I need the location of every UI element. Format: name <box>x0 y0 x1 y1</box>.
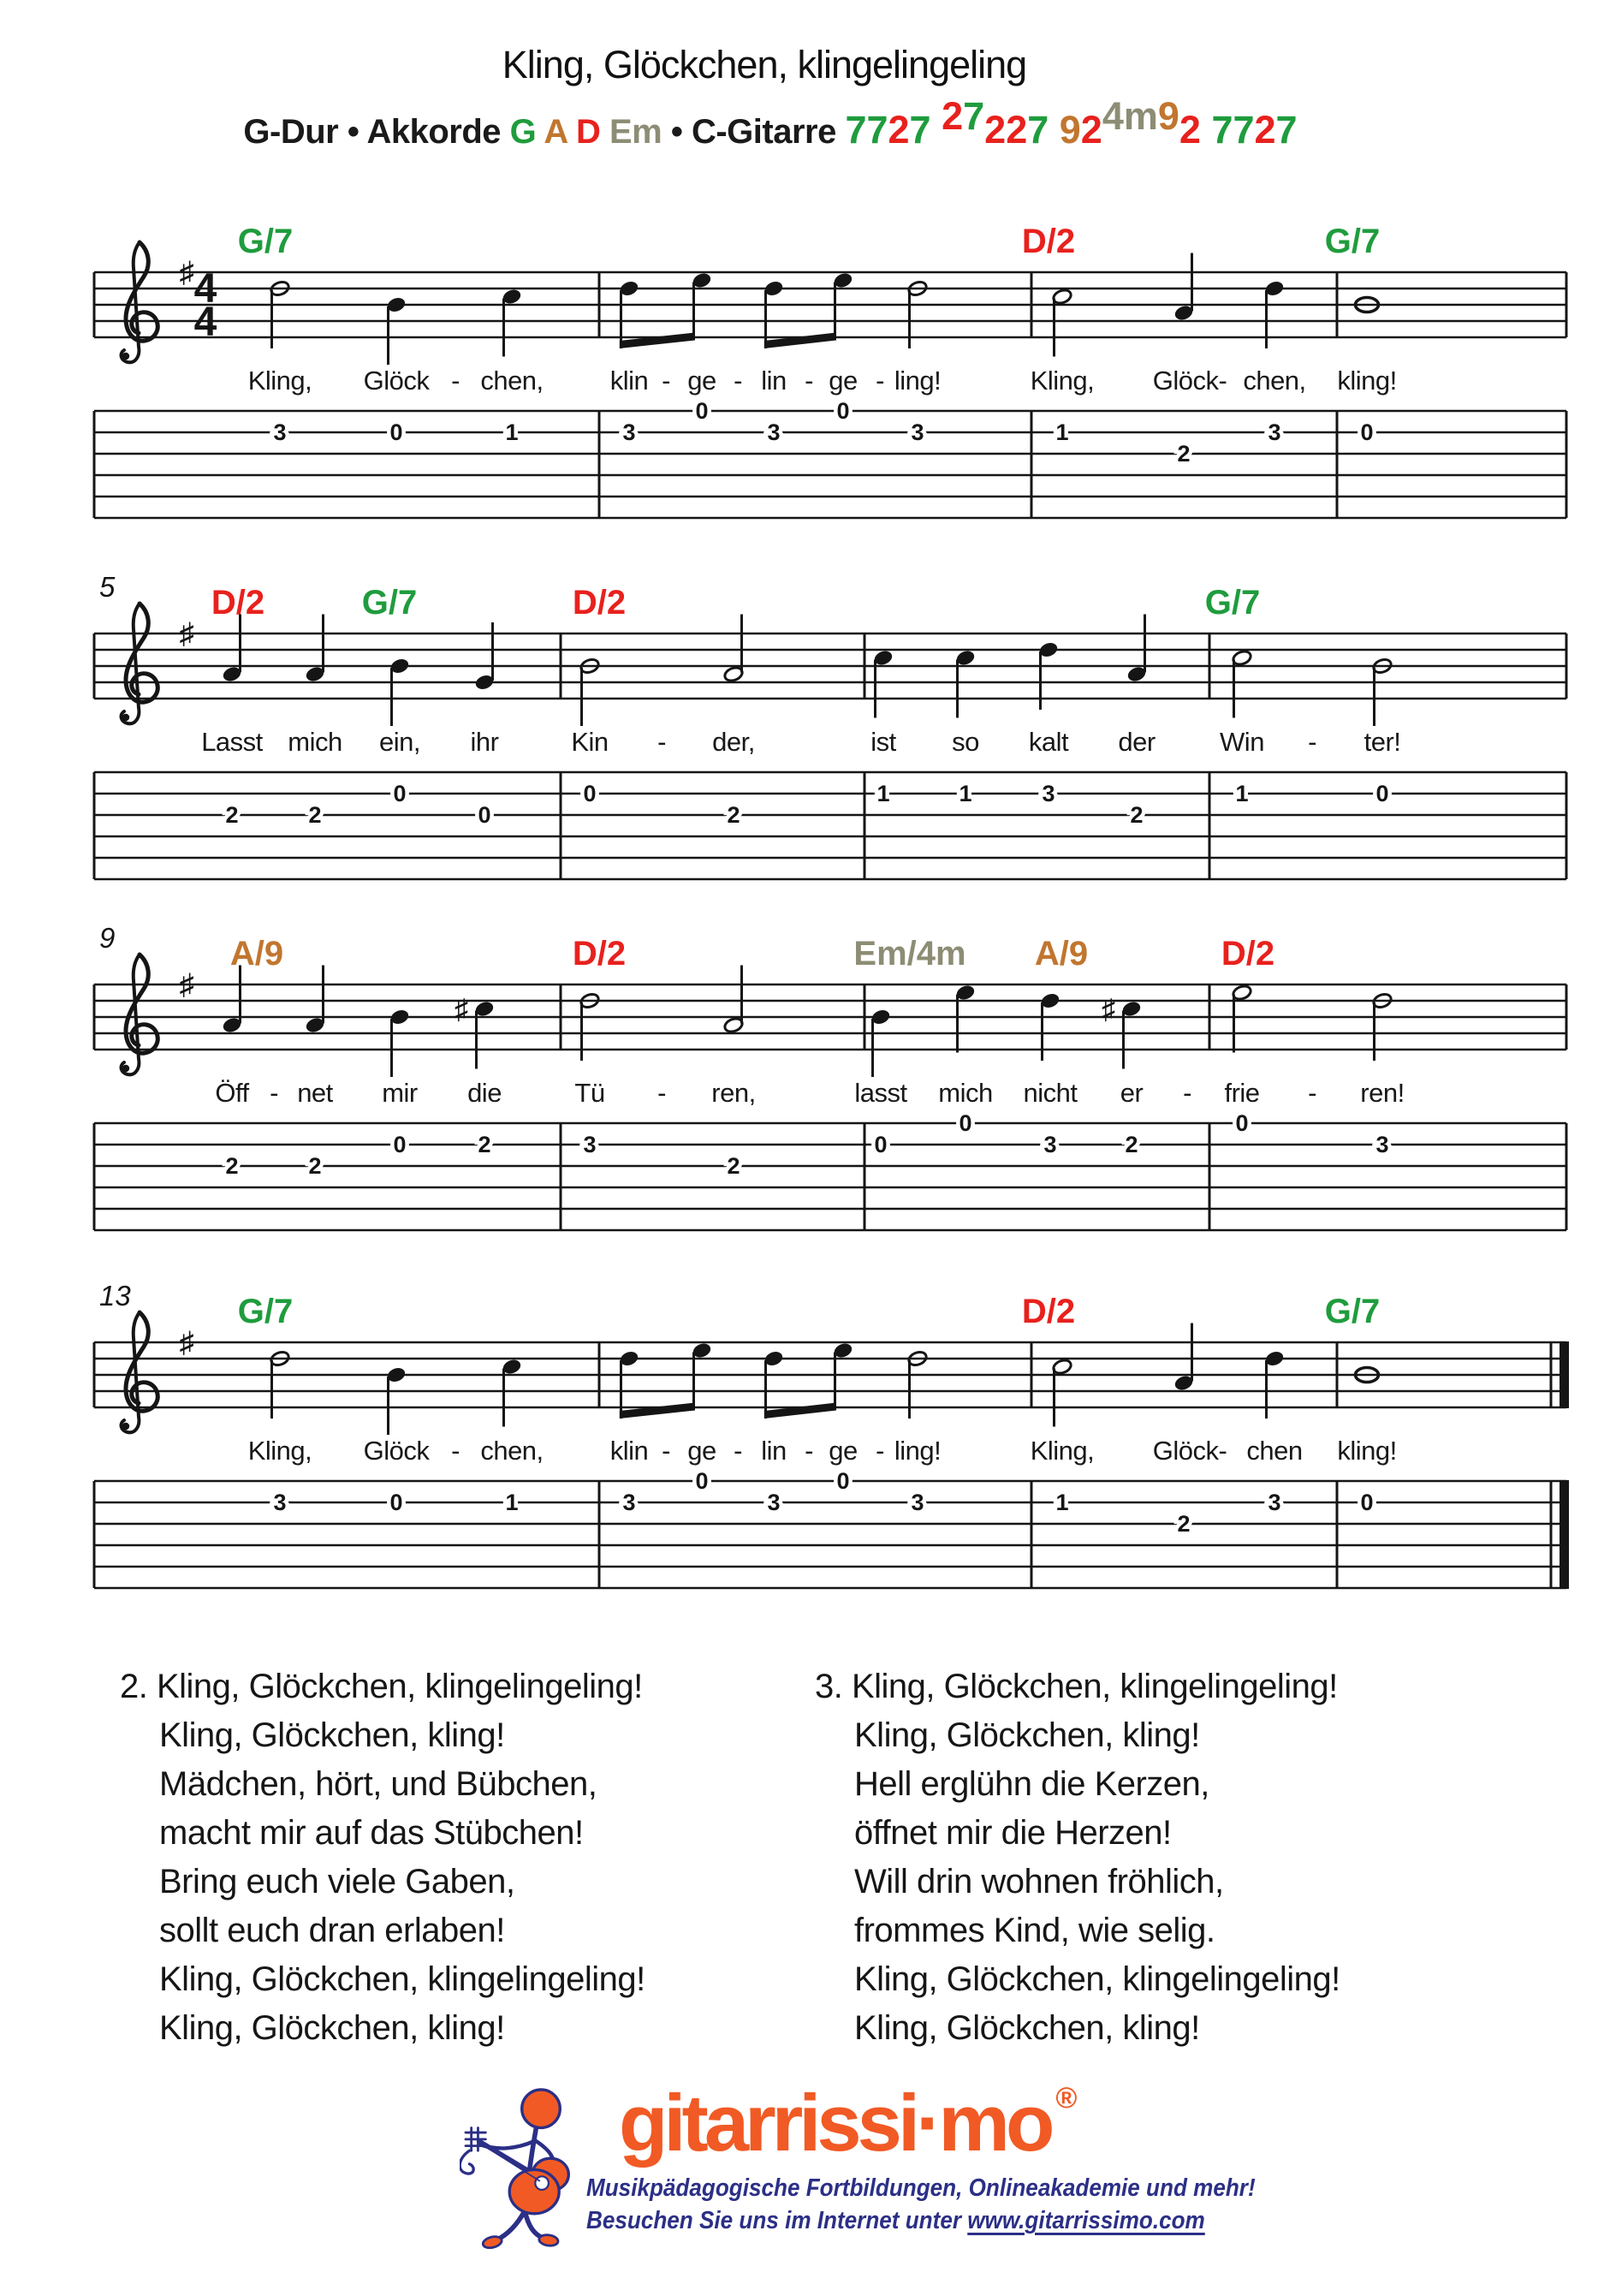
subtitle-part: 2 <box>942 94 964 138</box>
lyric-syllable: nicht <box>1023 1078 1078 1108</box>
lyric-syllable: - <box>270 1078 278 1108</box>
lyric-syllable: ling! <box>894 1436 942 1466</box>
tab-fret-number: 1 <box>505 1490 519 1515</box>
tab-fret-number: 0 <box>874 1132 888 1157</box>
verse-line: Bring euch viele Gaben, <box>159 1863 515 1900</box>
subtitle-part: 2 <box>1179 108 1201 152</box>
lyric-syllable: kalt <box>1028 727 1069 757</box>
lyric-syllable: - <box>1308 727 1316 757</box>
lyric-syllable: der <box>1118 727 1156 757</box>
verse-line: 2. Kling, Glöckchen, klingelingeling! <box>120 1668 643 1705</box>
tab-fret-number: 1 <box>959 781 972 806</box>
lyric-syllable: - <box>1308 1078 1316 1108</box>
chord-label: D/2 <box>1021 1293 1076 1330</box>
music-system-4 <box>86 1261 1575 1603</box>
lyric-syllable: - <box>876 1436 884 1466</box>
lyric-syllable: der, <box>712 727 755 757</box>
tab-fret-number: 3 <box>583 1132 597 1157</box>
lyric-syllable: Kin <box>571 727 609 757</box>
music-system-2 <box>86 552 1575 895</box>
lyric-syllable: - <box>876 366 884 396</box>
lyric-syllable: ge <box>687 366 716 396</box>
chord-label: G/7 <box>1324 1293 1381 1330</box>
lyric-syllable: - <box>451 366 460 396</box>
melody-notes <box>270 253 1379 366</box>
chord-label: D/2 <box>1221 935 1275 973</box>
lyric-syllable: - <box>805 366 813 396</box>
chord-label: G/7 <box>1324 223 1381 260</box>
tab-fret-number: 1 <box>1055 1490 1069 1515</box>
tab-fret-number: 0 <box>393 1132 407 1157</box>
verse-line: sollt euch dran erlaben! <box>159 1912 505 1949</box>
lyric-syllable: klin <box>609 1436 649 1466</box>
tab-fret-number: 3 <box>911 1490 924 1515</box>
lyric-syllable: Win <box>1220 727 1264 757</box>
lyric-syllable: ge <box>687 1436 716 1466</box>
tab-fret-number: 0 <box>478 802 491 828</box>
lyric-syllable: - <box>657 1078 666 1108</box>
beam <box>764 1403 836 1419</box>
tab-fret-number: 0 <box>389 1490 403 1515</box>
chord-label: Em/4m <box>853 935 966 973</box>
brand-wordmark: gitarrissi·mo ® <box>619 2078 1078 2168</box>
sharp-accidental: ♯ <box>1102 993 1115 1025</box>
lyric-syllable: kling! <box>1337 366 1397 396</box>
tab-fret-number: 2 <box>478 1132 491 1157</box>
subtitle-part: 7 <box>1027 108 1049 152</box>
lyric-syllable: Kling, <box>1030 366 1095 396</box>
logo-url-line: Besuchen Sie uns im Internet unter www.gitarrissimo.com <box>586 2207 1205 2234</box>
lyric-syllable: kling! <box>1337 1436 1397 1466</box>
lyrics-line <box>201 727 1400 757</box>
subtitle-part: 2 <box>1080 108 1102 152</box>
tab-fret-number: 0 <box>1235 1110 1249 1136</box>
tab-fret-number: 0 <box>389 419 403 445</box>
subtitle-part: G-Dur <box>243 113 339 151</box>
lyric-syllable: - <box>1183 1078 1191 1108</box>
tab-staff-lines <box>94 411 1566 518</box>
tab-fret-number: 0 <box>393 781 407 806</box>
verse-line: Mädchen, hört, und Bübchen, <box>159 1765 597 1803</box>
subtitle-part: 7 <box>1275 108 1298 152</box>
tab-fret-number: 0 <box>959 1110 972 1136</box>
lyric-syllable: ge <box>829 1436 858 1466</box>
verse-line: Kling, Glöckchen, kling! <box>854 2009 1200 2047</box>
melody-notes <box>222 966 1393 1078</box>
lyric-syllable: klin <box>609 366 649 396</box>
lyric-syllable: lasst <box>854 1078 907 1108</box>
subtitle-part: m <box>1123 94 1158 138</box>
verse-line: 3. Kling, Glöckchen, klingelingeling! <box>815 1668 1338 1705</box>
tab-fret-number: 1 <box>1235 781 1249 806</box>
lyric-syllable: Glöck <box>363 1436 430 1466</box>
lyric-syllable: ter! <box>1364 727 1401 757</box>
tab-fret-number: 3 <box>1268 1490 1281 1515</box>
tab-fret-number: 2 <box>308 1153 322 1179</box>
subtitle-part: 9 <box>1157 94 1179 138</box>
lyric-syllable: ihr <box>470 727 499 757</box>
verse-line: Kling, Glöckchen, klingelingeling! <box>159 1960 645 1998</box>
subtitle-part <box>1049 108 1060 152</box>
beam <box>764 333 836 349</box>
lyric-syllable: Kling, <box>1030 1436 1095 1466</box>
staff-lines <box>94 984 1566 1050</box>
lyric-syllable: chen, <box>1243 366 1306 396</box>
verse-3-text <box>815 1663 1340 2053</box>
time-signature <box>194 266 217 345</box>
subtitle-part: 7 <box>845 108 867 152</box>
subtitle-fret-numbers <box>845 94 1297 152</box>
chord-labels <box>230 935 1274 973</box>
subtitle-part: 2 <box>1254 108 1276 152</box>
logo-tagline: Musikpädagogische Fortbildungen, Onlineakademie und mehr! <box>586 2174 1256 2202</box>
lyric-syllable: Glöck <box>363 366 430 396</box>
tab-fret-number: 2 <box>727 802 740 828</box>
lyrics-line <box>248 1436 1397 1466</box>
page-title: Kling, Glöckchen, klingelingeling <box>502 43 1027 86</box>
lyric-syllable: net <box>297 1078 333 1108</box>
lyric-syllable: mich <box>288 727 342 757</box>
subtitle-part: 7 <box>909 108 931 152</box>
svg-text:4: 4 <box>193 300 217 345</box>
verse-line: Kling, Glöckchen, kling! <box>159 2009 505 2047</box>
tab-fret-number: 3 <box>622 419 636 445</box>
lyric-syllable: lin <box>761 1436 787 1466</box>
verse-line: öffnet mir die Herzen! <box>854 1814 1172 1852</box>
lyrics-line <box>248 366 1397 396</box>
lyric-syllable: Glöck- <box>1152 366 1227 396</box>
chord-label: D/2 <box>1021 223 1076 260</box>
subtitle-part: 4 <box>1102 94 1124 138</box>
lyric-syllable: lin <box>761 366 787 396</box>
tab-fret-number: 0 <box>695 1468 709 1494</box>
lyric-syllable: - <box>805 1436 813 1466</box>
lyric-syllable: Öff <box>215 1078 249 1108</box>
subtitle-part: • Akkorde <box>338 113 510 151</box>
chord-label: G/7 <box>1204 584 1261 622</box>
lyric-syllable: die <box>467 1078 502 1108</box>
lyric-syllable: Kling, <box>247 366 312 396</box>
lyric-syllable: Lasst <box>201 727 263 757</box>
lyric-syllable: Tü <box>574 1078 605 1108</box>
lyrics-line <box>215 1078 1404 1108</box>
staff-lines <box>94 272 1566 337</box>
verse-line: frommes Kind, wie selig. <box>854 1912 1215 1949</box>
chord-labels <box>211 584 1260 622</box>
lyric-syllable: ge <box>829 366 858 396</box>
lyric-syllable: ren, <box>711 1078 756 1108</box>
chord-label: G/7 <box>237 223 294 260</box>
tab-fret-number: 3 <box>622 1490 636 1515</box>
beam <box>620 1403 695 1419</box>
key-signature-sharp: ♯ <box>179 1326 194 1359</box>
lyric-syllable: - <box>734 366 742 396</box>
subtitle-part: D <box>575 113 601 151</box>
tab-fret-number: 3 <box>1043 1132 1057 1157</box>
lyric-syllable: frie <box>1224 1078 1260 1108</box>
website-link[interactable]: www.gitarrissimo.com <box>967 2207 1205 2234</box>
tab-fret-number: 3 <box>273 419 287 445</box>
subtitle-part <box>600 113 609 151</box>
melody-notes <box>222 615 1393 727</box>
chord-label: G/7 <box>237 1293 294 1330</box>
verse-line: Hell erglühn die Kerzen, <box>854 1765 1209 1803</box>
tab-fret-number: 1 <box>876 781 890 806</box>
lyric-syllable: so <box>952 727 979 757</box>
staff-lines <box>94 1342 1566 1407</box>
key-signature-sharp: ♯ <box>179 256 194 288</box>
verse-line: Kling, Glöckchen, klingelingeling! <box>854 1960 1340 1998</box>
subtitle-part: 2 <box>984 108 1007 152</box>
verse-line: Kling, Glöckchen, kling! <box>159 1716 505 1754</box>
subtitle-key-chords-line <box>0 94 1541 152</box>
subtitle-part: 7 <box>1211 108 1233 152</box>
tab-fret-number: 2 <box>1177 441 1191 467</box>
tab-fret-number: 3 <box>1375 1132 1389 1157</box>
subtitle-part: A <box>544 113 567 151</box>
treble-clef-icon <box>122 242 158 362</box>
tab-fret-number: 3 <box>767 419 781 445</box>
treble-clef-icon <box>122 604 158 723</box>
tab-fret-number: 0 <box>836 398 850 424</box>
svg-text:4: 4 <box>193 266 217 312</box>
lyric-syllable: mich <box>938 1078 993 1108</box>
key-signature-sharp: ♯ <box>179 968 194 1001</box>
tab-fret-number: 1 <box>1055 419 1069 445</box>
measure-number: 5 <box>99 571 116 603</box>
measure-number: 13 <box>99 1280 131 1312</box>
subtitle-part <box>1201 108 1212 152</box>
subtitle-part: 9 <box>1059 108 1081 152</box>
treble-clef-icon <box>122 1312 158 1432</box>
chord-labels <box>238 223 1380 260</box>
tab-fret-number: 2 <box>1130 802 1144 828</box>
music-system-1 <box>86 191 1575 533</box>
sharp-accidental: ♯ <box>454 993 468 1025</box>
tab-fret-number: 0 <box>695 398 709 424</box>
treble-clef-icon <box>122 955 158 1074</box>
tab-fret-number: 0 <box>836 1468 850 1494</box>
tab-fret-number: 0 <box>1375 781 1389 806</box>
chord-label: D/2 <box>211 584 265 622</box>
subtitle-part: 7 <box>1233 108 1255 152</box>
lyric-syllable: Glöck- <box>1152 1436 1227 1466</box>
subtitle-part: Em <box>609 113 662 151</box>
lyric-syllable: - <box>451 1436 460 1466</box>
chord-label: G/7 <box>361 584 418 622</box>
lyric-syllable: chen <box>1246 1436 1303 1466</box>
lyric-syllable: chen, <box>480 366 544 396</box>
music-system-3 <box>86 903 1575 1246</box>
tab-fret-number: 3 <box>767 1490 781 1515</box>
verse-2-text <box>120 1663 645 2053</box>
key-signature-sharp: ♯ <box>179 617 194 650</box>
subtitle-part <box>567 113 576 151</box>
tab-fret-number: 2 <box>225 802 239 828</box>
verse-line: Kling, Glöckchen, kling! <box>854 1716 1200 1754</box>
chord-label: A/9 <box>229 935 284 973</box>
tab-fret-number: 2 <box>1125 1132 1138 1157</box>
lyric-syllable: chen, <box>480 1436 544 1466</box>
tab-fret-number: 3 <box>273 1490 287 1515</box>
gitarrissimo-logo <box>449 2046 1254 2290</box>
beam <box>620 333 695 349</box>
lyric-syllable: er <box>1120 1078 1144 1108</box>
lyric-syllable: - <box>662 366 670 396</box>
tab-fret-number: 2 <box>308 802 322 828</box>
verse-line: Will drin wohnen fröhlich, <box>854 1863 1224 1900</box>
tab-fret-number: 0 <box>583 781 597 806</box>
tab-numbers <box>225 781 1388 828</box>
lyric-syllable: ist <box>870 727 896 757</box>
tab-fret-number: 2 <box>1177 1511 1191 1537</box>
tab-fret-number: 2 <box>727 1153 740 1179</box>
subtitle-part: G <box>509 113 537 151</box>
tab-fret-number: 3 <box>1042 781 1055 806</box>
subtitle-part: 2 <box>1006 108 1028 152</box>
chord-label: A/9 <box>1034 935 1089 973</box>
lyric-syllable: - <box>734 1436 742 1466</box>
registered-trademark: ® <box>1055 2082 1078 2115</box>
lyric-syllable: ling! <box>894 366 942 396</box>
tab-fret-number: 3 <box>911 419 924 445</box>
subtitle-text <box>243 113 845 151</box>
subtitle-part: • C-Gitarre <box>662 113 846 151</box>
lyric-syllable: - <box>657 727 666 757</box>
tab-fret-number: 2 <box>225 1153 239 1179</box>
tab-fret-number: 0 <box>1360 1490 1374 1515</box>
tab-fret-number: 0 <box>1360 419 1374 445</box>
staff-lines <box>94 633 1566 699</box>
lyric-syllable: ren! <box>1360 1078 1405 1108</box>
lyric-syllable: Kling, <box>247 1436 312 1466</box>
tab-fret-number: 1 <box>505 419 519 445</box>
lyric-syllable: mir <box>382 1078 418 1108</box>
lyric-syllable: ein, <box>379 727 420 757</box>
chord-label: D/2 <box>572 935 627 973</box>
melody-notes <box>270 1323 1379 1436</box>
chord-labels <box>238 1293 1380 1330</box>
verse-line: macht mir auf das Stübchen! <box>159 1814 584 1852</box>
tab-staff-lines <box>94 1481 1566 1588</box>
subtitle-part: 2 <box>888 108 910 152</box>
measure-number: 9 <box>99 922 116 954</box>
subtitle-part: 7 <box>866 108 888 152</box>
subtitle-part <box>931 108 942 152</box>
lyric-syllable: - <box>662 1436 670 1466</box>
chord-label: D/2 <box>572 584 627 622</box>
subtitle-part: 7 <box>963 94 985 138</box>
tab-fret-number: 3 <box>1268 419 1281 445</box>
